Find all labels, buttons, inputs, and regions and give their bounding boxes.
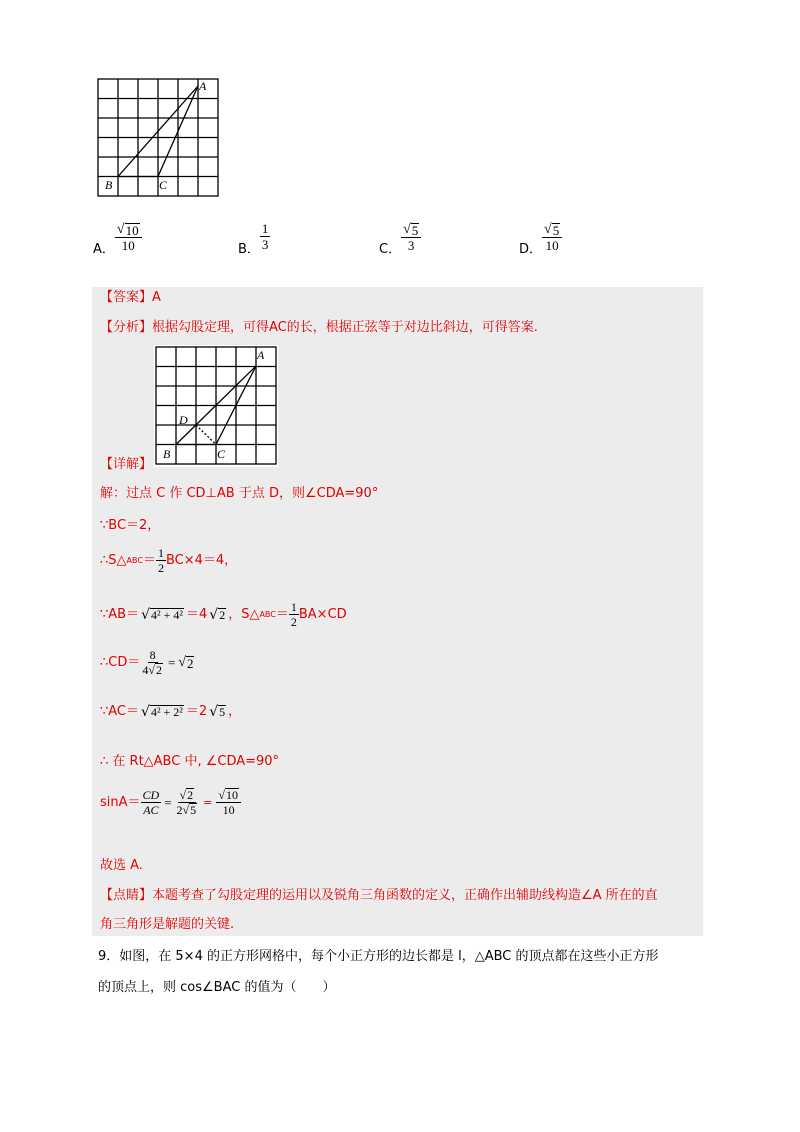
grid-figure-1 — [95, 76, 220, 198]
line8-prefix: sinA＝ — [100, 795, 141, 810]
line3-eq: ＝ — [142, 553, 156, 568]
solution-line-7: ∴ 在 Rt△ABC 中, ∠CDA=90° — [100, 754, 280, 769]
option-c-fraction: √ 5 3 — [401, 221, 421, 253]
option-c-radicand: 5 — [411, 222, 419, 238]
option-d-fraction: √ 5 10 — [542, 221, 562, 253]
comment-line-1: 【点睛】本题考查了勾股定理的运用以及锐角三角函数的定义，正确作出辅助线构造∠A 所在的直 — [100, 888, 658, 903]
solution-line-2: ∵BC＝2， — [100, 518, 161, 533]
option-a-fraction: √ 10 10 — [115, 221, 142, 253]
solution-line-6: ∵AC＝ √ 4² + 2² ＝2 √ 5 ， — [100, 703, 242, 720]
line4-suffix: BA×CD — [298, 607, 347, 622]
option-b-denominator: 3 — [261, 237, 269, 252]
line8-fraction-1: $\frac{CD}{AC}$ — [142, 788, 160, 817]
line8-fraction-3: √ 10 10 — [216, 788, 241, 817]
line6-mid: ＝2 — [185, 704, 208, 719]
conclusion-line: 故选 A. — [100, 858, 143, 873]
line3-subscript: ABC — [126, 556, 143, 565]
question-9-line-1: 9．如图，在 5×4 的正方形网格中，每个小正方形的边长都是 l，△ABC 的顶点都在这些小正方形 — [98, 949, 659, 964]
line3-prefix: ∴S — [100, 553, 117, 568]
vertex-label-c: C — [217, 447, 226, 461]
line5-fraction: 8 4 √ 2 — [142, 648, 162, 677]
option-b-fraction — [260, 221, 271, 252]
solution-line-5: ∴CD＝ 8 4 √ 2 = √ 2 — [100, 648, 194, 677]
option-d-denominator: 10 — [545, 237, 559, 253]
solution-line-4: ∵AB＝ √ 4² + 4² ＝4 √ 2 ，S △ ABC ＝ $\frac{1}{2}$ BA×CD — [100, 600, 347, 629]
vertex-label-b: B — [163, 447, 171, 461]
option-d[interactable] — [519, 216, 562, 257]
detail-header: 【详解】 — [100, 457, 153, 472]
solution-line-3: ∴S △ ABC ＝ $\frac{1}{2}$ BC×4＝4， — [100, 546, 238, 575]
option-a-denominator: 10 — [121, 237, 135, 253]
line4-fraction: $\frac{1}{2}$ — [290, 600, 297, 629]
option-a-radicand: 10 — [125, 222, 139, 238]
option-b-label: B． — [238, 242, 260, 257]
option-b-numerator: 1 — [261, 221, 269, 236]
solution-line-8: sinA＝ $\frac{CD}{AC}$ = √ 2 2 √ 5 = √ 10 10 — [100, 788, 241, 817]
line4-sep: ，S — [228, 607, 250, 622]
line6-radicand: 4² + 2² — [150, 704, 183, 719]
option-c-denominator: 3 — [407, 237, 415, 253]
vertex-label-d: D — [179, 413, 188, 427]
comment-line-2: 角三角形是解题的关键. — [100, 917, 235, 932]
vertex-label-a: A — [199, 79, 207, 93]
option-c-label: C． — [379, 242, 402, 257]
line4-mid: ＝4 — [185, 607, 208, 622]
line8-fraction-2: √ 2 2 √ 5 — [176, 788, 197, 817]
answer-line: 【答案】A — [100, 290, 161, 305]
option-d-label: D． — [519, 242, 543, 257]
line6-root: 5 — [219, 704, 226, 719]
option-c[interactable] — [379, 216, 421, 257]
line5-prefix: ∴CD＝ — [100, 655, 141, 670]
line5-root: 2 — [186, 655, 194, 671]
grid-figure-2 — [154, 345, 278, 467]
option-a-label: A． — [93, 242, 115, 257]
line4-radicand: 4² + 4² — [151, 607, 183, 622]
option-a[interactable] — [93, 216, 142, 257]
option-b[interactable] — [238, 216, 270, 257]
line3-suffix: BC×4＝4， — [165, 553, 238, 568]
question-9-line-2: 的顶点上，则 cos∠BAC 的值为（ ） — [98, 980, 336, 995]
line3-fraction: $\frac{1}{2}$ — [157, 546, 164, 575]
vertex-label-b: B — [105, 178, 113, 192]
line4-prefix: ∵AB＝ — [100, 607, 140, 622]
vertex-label-a: A — [257, 348, 265, 362]
analysis-line: 【分析】根据勾股定理，可得AC的长，根据正弦等于对边比斜边，可得答案. — [100, 320, 538, 335]
solution-line-1: 解：过点 C 作 CD⊥AB 于点 D，则∠CDA=90° — [100, 486, 379, 501]
line6-prefix: ∵AC＝ — [100, 704, 140, 719]
vertex-label-c: C — [159, 178, 168, 192]
line4-root: 2 — [219, 607, 226, 622]
option-d-radicand: 5 — [552, 222, 560, 238]
